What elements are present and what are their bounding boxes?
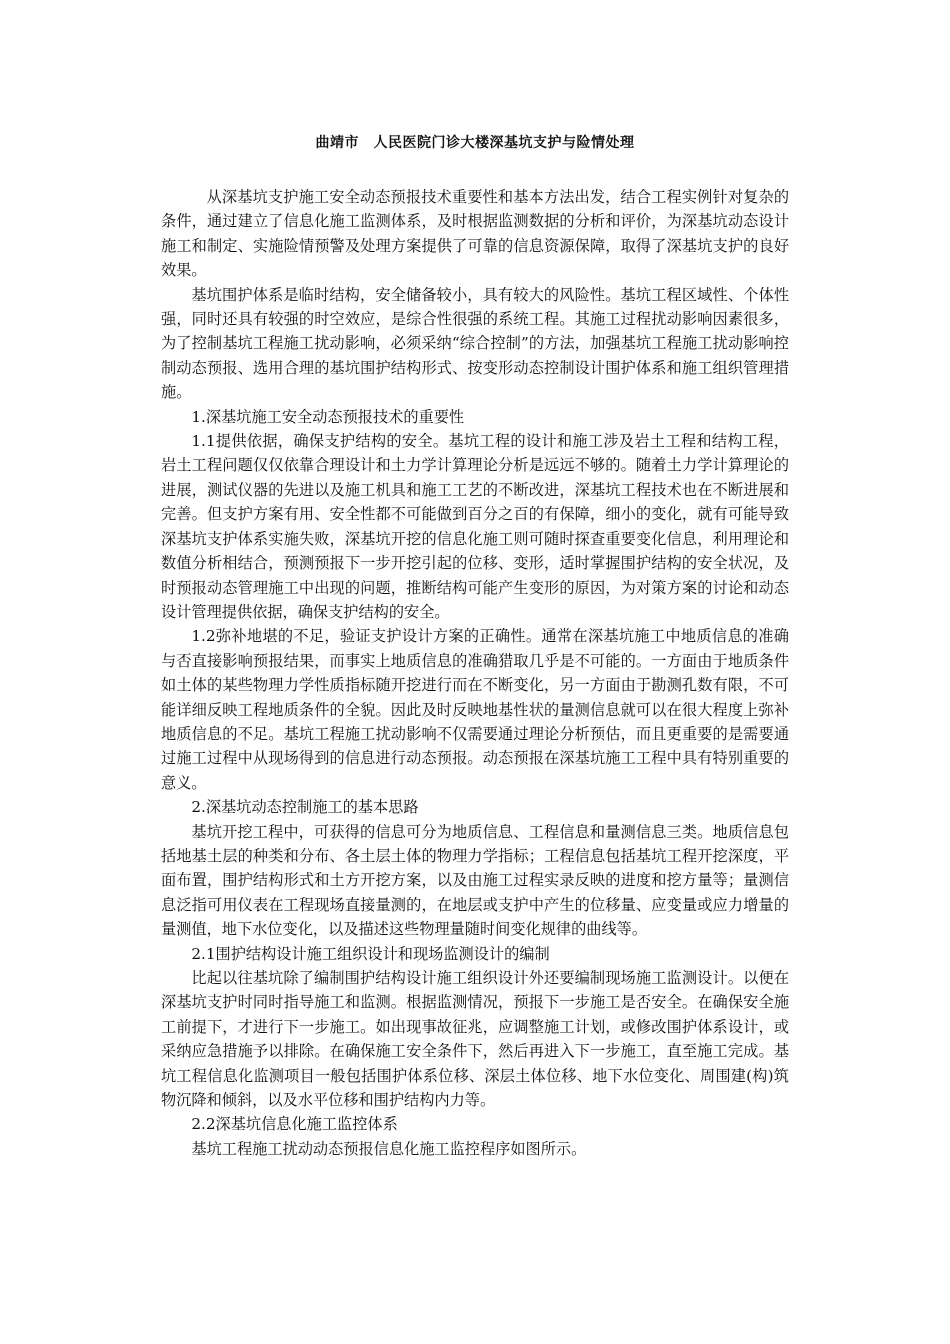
section-heading-1: 1.深基坑施工安全动态预报技术的重要性	[191, 407, 465, 426]
section-heading-2: 2.深基坑动态控制施工的基本思路	[191, 798, 419, 817]
paragraph-2: 基坑开挖工程中，可获得的信息可分为地质信息、工程信息和量测信息三类。地质信息包括地基土层的种类和分布、各土层土体的物理力学指标；工程信息包括基坑工程开挖深度，平面布置，围护结构形式和土方开挖方案，以及由施工过程实录反映的进度和挖方量等；量测信息泛指可用仪表在工程现场直接量测的，在地层或支护中产生的位移量、应变量或应力增量的量测值，地下水位变化，以及描述这些物理量随时间变化规律的曲线等。	[161, 822, 789, 939]
section-heading-2-2: 2.2深基坑信息化施工监控体系	[191, 1115, 398, 1134]
section-heading-2-1: 2.1围护结构设计施工组织设计和现场监测设计的编制	[191, 944, 550, 963]
document-title: 曲靖市 人民医院门诊大楼深基坑支护与险情处理	[315, 135, 635, 151]
paragraph-2-1: 比起以往基坑除了编制围护结构设计施工组织设计外还要编制现场施工监测设计。以便在深基坑支护时同时指导施工和监测。根据监测情况，预报下一步施工是否安全。在确保安全施工前提下，才进行下一步施工。如出现事故征兆，应调整施工计划，或修改围护体系设计，或采纳应急措施予以排除。在确保施工安全条件下，然后再进入下一步施工，直至施工完成。基坑工程信息化监测项目一般包括围护体系位移、深层土体位移、地下水位变化、周围建(构)筑物沉降和倾斜，以及水平位移和围护结构内力等。	[161, 969, 789, 1110]
paragraph-abstract: 从深基坑支护施工安全动态预报技术重要性和基本方法出发，结合工程实例针对复杂的条件，通过建立了信息化施工监测体系，及时根据监测数据的分析和评价，为深基坑动态设计施工和制定、实施险情预警及处理方案提供了可靠的信息资源保障，取得了深基坑支护的良好效果。	[161, 188, 789, 280]
paragraph-2-2: 基坑工程施工扰动动态预报信息化施工监控程序如图所示。	[191, 1139, 587, 1158]
paragraph-1-1: 1.1提供依据，确保支护结构的安全。基坑工程的设计和施工涉及岩土工程和结构工程，岩土工程问题仅仅依靠合理设计和土力学计算理论分析是远远不够的。随着土力学计算理论的进展，测试仪器的先进以及施工机具和施工工艺的不断改进，深基坑工程技术也在不断进展和完善。但支护方案有用、安全性都不可能做到百分之百的有保障，细小的变化，就有可能导致深基坑支护体系实施失败，深基坑开挖的信息化施工则可随时探查重要变化信息，利用理论和数值分析相结合，预测预报下一步开挖引起的位移、变形，适时掌握围护结构的安全状况，及时预报动态管理施工中出现的问题，推断结构可能产生变形的原因，为对策方案的讨论和动态设计管理提供依据，确保支护结构的安全。	[161, 432, 789, 621]
paragraph-intro: 基坑围护体系是临时结构，安全储备较小，具有较大的风险性。基坑工程区域性、个体性强，同时还具有较强的时空效应，是综合性很强的系统工程。其施工过程扰动影响因素很多，为了控制基坑工程施工扰动影响，必须采纳“综合控制”的方法，加强基坑工程施工扰动影响控制动态预报、选用合理的基坑围护结构形式、按变形动态控制设计围护体系和施工组织管理措施。	[161, 285, 789, 402]
paragraph-1-2: 1.2弥补地堪的不足，验证支护设计方案的正确性。通常在深基坑施工中地质信息的准确与否直接影响预报结果，而事实上地质信息的准确猎取几乎是不可能的。一方面由于地质条件如土体的某些物理力学性质指标随开挖进行而在不断变化，另一方面由于勘测孔数有限，不可能详细反映工程地质条件的全貌。因此及时反映地基性状的量测信息就可以在很大程度上弥补地质信息的不足。基坑工程施工扰动影响不仅需要通过理论分析预估，而且更重要的是需要通过施工过程中从现场得到的信息进行动态预报。动态预报在深基坑施工工程中具有特别重要的意义。	[161, 627, 789, 792]
document-body	[161, 185, 789, 1161]
